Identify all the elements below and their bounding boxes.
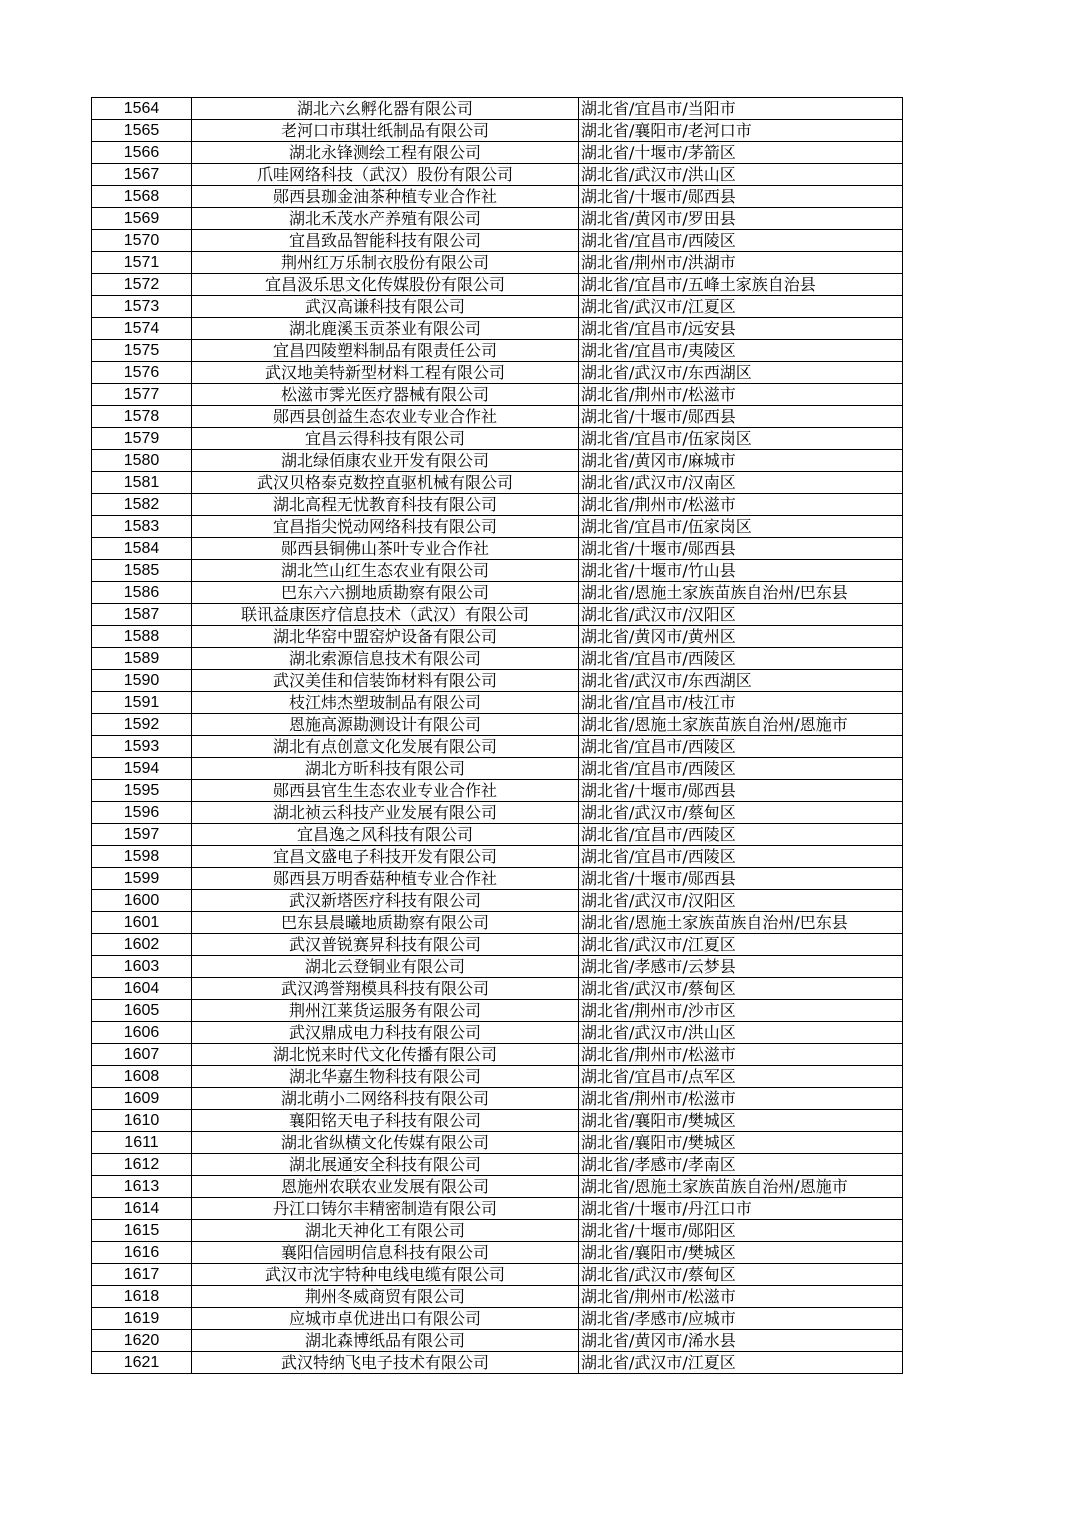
region-cell: 湖北省/宜昌市/西陵区 — [579, 758, 903, 780]
row-number-cell: 1603 — [92, 956, 192, 978]
row-number-cell: 1589 — [92, 648, 192, 670]
table-row — [92, 252, 903, 274]
row-number-cell: 1620 — [92, 1330, 192, 1352]
region-cell: 湖北省/孝感市/云梦县 — [579, 956, 903, 978]
region-cell: 湖北省/宜昌市/枝江市 — [579, 692, 903, 714]
company-name-cell: 武汉鸿誉翔模具科技有限公司 — [192, 978, 579, 1000]
region-cell: 湖北省/孝感市/孝南区 — [579, 1154, 903, 1176]
table-row — [92, 1088, 903, 1110]
region-cell: 湖北省/武汉市/蔡甸区 — [579, 978, 903, 1000]
table-row — [92, 582, 903, 604]
table-row — [92, 538, 903, 560]
region-cell: 湖北省/宜昌市/当阳市 — [579, 98, 903, 120]
row-number-cell: 1585 — [92, 560, 192, 582]
table-row — [92, 340, 903, 362]
table-row — [92, 1022, 903, 1044]
region-cell: 湖北省/黄冈市/黄州区 — [579, 626, 903, 648]
table-row — [92, 934, 903, 956]
company-name-cell: 郧西县创益生态农业专业合作社 — [192, 406, 579, 428]
region-cell: 湖北省/武汉市/江夏区 — [579, 296, 903, 318]
table-row — [92, 802, 903, 824]
row-number-cell: 1616 — [92, 1242, 192, 1264]
region-cell: 湖北省/十堰市/郧西县 — [579, 868, 903, 890]
region-cell: 湖北省/武汉市/蔡甸区 — [579, 1264, 903, 1286]
row-number-cell: 1574 — [92, 318, 192, 340]
table-row — [92, 560, 903, 582]
row-number-cell: 1615 — [92, 1220, 192, 1242]
company-name-cell: 巴东六六捌地质勘察有限公司 — [192, 582, 579, 604]
region-cell: 湖北省/武汉市/洪山区 — [579, 1022, 903, 1044]
region-cell: 湖北省/荆州市/松滋市 — [579, 1088, 903, 1110]
company-name-cell: 恩施州农联农业发展有限公司 — [192, 1176, 579, 1198]
region-cell: 湖北省/黄冈市/罗田县 — [579, 208, 903, 230]
table-row — [92, 692, 903, 714]
company-name-cell: 宜昌汲乐思文化传媒股份有限公司 — [192, 274, 579, 296]
table-row — [92, 516, 903, 538]
region-cell: 湖北省/宜昌市/点军区 — [579, 1066, 903, 1088]
company-name-cell: 湖北高程无忧教育科技有限公司 — [192, 494, 579, 516]
row-number-cell: 1568 — [92, 186, 192, 208]
company-name-cell: 湖北省纵横文化传媒有限公司 — [192, 1132, 579, 1154]
region-cell: 湖北省/武汉市/汉阳区 — [579, 890, 903, 912]
company-name-cell: 湖北祯云科技产业发展有限公司 — [192, 802, 579, 824]
row-number-cell: 1576 — [92, 362, 192, 384]
region-cell: 湖北省/宜昌市/五峰土家族自治县 — [579, 274, 903, 296]
region-cell: 湖北省/十堰市/郧西县 — [579, 538, 903, 560]
region-cell: 湖北省/武汉市/汉南区 — [579, 472, 903, 494]
company-name-cell: 湖北萌小二网络科技有限公司 — [192, 1088, 579, 1110]
region-cell: 湖北省/武汉市/蔡甸区 — [579, 802, 903, 824]
company-name-cell: 巴东县晨曦地质勘察有限公司 — [192, 912, 579, 934]
table-row — [92, 472, 903, 494]
region-cell: 湖北省/荆州市/松滋市 — [579, 384, 903, 406]
region-cell: 湖北省/宜昌市/远安县 — [579, 318, 903, 340]
company-name-cell: 襄阳信园明信息科技有限公司 — [192, 1242, 579, 1264]
region-cell: 湖北省/襄阳市/樊城区 — [579, 1110, 903, 1132]
row-number-cell: 1602 — [92, 934, 192, 956]
table-row — [92, 142, 903, 164]
region-cell: 湖北省/武汉市/洪山区 — [579, 164, 903, 186]
company-name-cell: 应城市卓优进出口有限公司 — [192, 1308, 579, 1330]
company-name-cell: 湖北森博纸品有限公司 — [192, 1330, 579, 1352]
region-cell: 湖北省/宜昌市/西陵区 — [579, 648, 903, 670]
region-cell: 湖北省/十堰市/郧西县 — [579, 406, 903, 428]
table-body — [92, 98, 903, 1374]
company-name-cell: 湖北展通安全科技有限公司 — [192, 1154, 579, 1176]
region-cell: 湖北省/宜昌市/西陵区 — [579, 824, 903, 846]
company-name-cell: 湖北竺山红生态农业有限公司 — [192, 560, 579, 582]
company-name-cell: 宜昌文盛电子科技开发有限公司 — [192, 846, 579, 868]
row-number-cell: 1597 — [92, 824, 192, 846]
company-name-cell: 湖北禾茂水产养殖有限公司 — [192, 208, 579, 230]
row-number-cell: 1621 — [92, 1352, 192, 1374]
region-cell: 湖北省/黄冈市/麻城市 — [579, 450, 903, 472]
region-cell: 湖北省/荆州市/沙市区 — [579, 1000, 903, 1022]
row-number-cell: 1618 — [92, 1286, 192, 1308]
company-name-cell: 武汉美佳和信装饰材料有限公司 — [192, 670, 579, 692]
row-number-cell: 1617 — [92, 1264, 192, 1286]
table-row — [92, 868, 903, 890]
row-number-cell: 1586 — [92, 582, 192, 604]
row-number-cell: 1614 — [92, 1198, 192, 1220]
table-row — [92, 736, 903, 758]
table-row — [92, 1242, 903, 1264]
table-row — [92, 494, 903, 516]
row-number-cell: 1587 — [92, 604, 192, 626]
company-name-cell: 武汉鼎成电力科技有限公司 — [192, 1022, 579, 1044]
table-row — [92, 208, 903, 230]
company-name-cell: 武汉新塔医疗科技有限公司 — [192, 890, 579, 912]
row-number-cell: 1608 — [92, 1066, 192, 1088]
table-row — [92, 1176, 903, 1198]
row-number-cell: 1569 — [92, 208, 192, 230]
table-row — [92, 1220, 903, 1242]
row-number-cell: 1604 — [92, 978, 192, 1000]
table-row — [92, 296, 903, 318]
row-number-cell: 1566 — [92, 142, 192, 164]
region-cell: 湖北省/宜昌市/伍家岗区 — [579, 516, 903, 538]
company-name-cell: 湖北华嘉生物科技有限公司 — [192, 1066, 579, 1088]
row-number-cell: 1579 — [92, 428, 192, 450]
region-cell: 湖北省/孝感市/应城市 — [579, 1308, 903, 1330]
row-number-cell: 1567 — [92, 164, 192, 186]
row-number-cell: 1584 — [92, 538, 192, 560]
row-number-cell: 1594 — [92, 758, 192, 780]
row-number-cell: 1610 — [92, 1110, 192, 1132]
region-cell: 湖北省/宜昌市/伍家岗区 — [579, 428, 903, 450]
region-cell: 湖北省/恩施土家族苗族自治州/恩施市 — [579, 714, 903, 736]
table-row — [92, 714, 903, 736]
row-number-cell: 1580 — [92, 450, 192, 472]
region-cell: 湖北省/襄阳市/樊城区 — [579, 1132, 903, 1154]
row-number-cell: 1593 — [92, 736, 192, 758]
row-number-cell: 1570 — [92, 230, 192, 252]
row-number-cell: 1605 — [92, 1000, 192, 1022]
region-cell: 湖北省/宜昌市/西陵区 — [579, 230, 903, 252]
row-number-cell: 1592 — [92, 714, 192, 736]
table-row — [92, 1154, 903, 1176]
company-name-cell: 联讯益康医疗信息技术（武汉）有限公司 — [192, 604, 579, 626]
company-name-cell: 湖北索源信息技术有限公司 — [192, 648, 579, 670]
company-name-cell: 湖北华窑中盟窑炉设备有限公司 — [192, 626, 579, 648]
table-row — [92, 670, 903, 692]
row-number-cell: 1581 — [92, 472, 192, 494]
table-row — [92, 428, 903, 450]
company-name-cell: 郧西县官生生态农业专业合作社 — [192, 780, 579, 802]
region-cell: 湖北省/黄冈市/浠水县 — [579, 1330, 903, 1352]
region-cell: 湖北省/十堰市/郧西县 — [579, 780, 903, 802]
company-name-cell: 宜昌四陵塑料制品有限责任公司 — [192, 340, 579, 362]
region-cell: 湖北省/十堰市/茅箭区 — [579, 142, 903, 164]
table-row — [92, 406, 903, 428]
company-name-cell: 宜昌逸之风科技有限公司 — [192, 824, 579, 846]
table-row — [92, 758, 903, 780]
table-row — [92, 318, 903, 340]
row-number-cell: 1583 — [92, 516, 192, 538]
company-name-cell: 湖北云登铜业有限公司 — [192, 956, 579, 978]
region-cell: 湖北省/武汉市/东西湖区 — [579, 362, 903, 384]
table-row — [92, 846, 903, 868]
company-name-cell: 丹江口铸尔丰精密制造有限公司 — [192, 1198, 579, 1220]
row-number-cell: 1607 — [92, 1044, 192, 1066]
company-name-cell: 荆州江莱货运服务有限公司 — [192, 1000, 579, 1022]
table-row — [92, 648, 903, 670]
company-name-cell: 武汉市沈宇特种电线电缆有限公司 — [192, 1264, 579, 1286]
company-name-cell: 郧西县万明香菇种植专业合作社 — [192, 868, 579, 890]
row-number-cell: 1582 — [92, 494, 192, 516]
table-row — [92, 1198, 903, 1220]
table-row — [92, 978, 903, 1000]
table-row — [92, 186, 903, 208]
company-registry-table — [91, 97, 903, 1374]
row-number-cell: 1611 — [92, 1132, 192, 1154]
company-name-cell: 荆州红万乐制衣股份有限公司 — [192, 252, 579, 274]
company-name-cell: 郧西县珈金油茶种植专业合作社 — [192, 186, 579, 208]
table-row — [92, 384, 903, 406]
row-number-cell: 1591 — [92, 692, 192, 714]
company-name-cell: 恩施高源勘测设计有限公司 — [192, 714, 579, 736]
table-row — [92, 626, 903, 648]
table-row — [92, 1352, 903, 1374]
region-cell: 湖北省/十堰市/丹江口市 — [579, 1198, 903, 1220]
table-row — [92, 780, 903, 802]
table-row — [92, 1000, 903, 1022]
row-number-cell: 1612 — [92, 1154, 192, 1176]
row-number-cell: 1590 — [92, 670, 192, 692]
row-number-cell: 1573 — [92, 296, 192, 318]
table-row — [92, 230, 903, 252]
region-cell: 湖北省/武汉市/江夏区 — [579, 934, 903, 956]
table-row — [92, 890, 903, 912]
table-row — [92, 824, 903, 846]
company-name-cell: 荆州冬威商贸有限公司 — [192, 1286, 579, 1308]
region-cell: 湖北省/武汉市/汉阳区 — [579, 604, 903, 626]
row-number-cell: 1600 — [92, 890, 192, 912]
region-cell: 湖北省/荆州市/松滋市 — [579, 1286, 903, 1308]
table-row — [92, 912, 903, 934]
row-number-cell: 1595 — [92, 780, 192, 802]
row-number-cell: 1565 — [92, 120, 192, 142]
company-name-cell: 湖北鹿溪玉贡茶业有限公司 — [192, 318, 579, 340]
region-cell: 湖北省/襄阳市/老河口市 — [579, 120, 903, 142]
row-number-cell: 1601 — [92, 912, 192, 934]
region-cell: 湖北省/恩施土家族苗族自治州/巴东县 — [579, 912, 903, 934]
row-number-cell: 1606 — [92, 1022, 192, 1044]
table-row — [92, 956, 903, 978]
table-row — [92, 120, 903, 142]
table-row — [92, 1132, 903, 1154]
company-name-cell: 爪哇网络科技（武汉）股份有限公司 — [192, 164, 579, 186]
region-cell: 湖北省/恩施土家族苗族自治州/巴东县 — [579, 582, 903, 604]
table-row — [92, 1286, 903, 1308]
region-cell: 湖北省/宜昌市/西陵区 — [579, 846, 903, 868]
row-number-cell: 1575 — [92, 340, 192, 362]
table-row — [92, 274, 903, 296]
company-name-cell: 武汉特纳飞电子技术有限公司 — [192, 1352, 579, 1374]
region-cell: 湖北省/十堰市/郧西县 — [579, 186, 903, 208]
company-name-cell: 湖北永锋测绘工程有限公司 — [192, 142, 579, 164]
row-number-cell: 1578 — [92, 406, 192, 428]
table-row — [92, 1308, 903, 1330]
table-row — [92, 604, 903, 626]
row-number-cell: 1609 — [92, 1088, 192, 1110]
row-number-cell: 1572 — [92, 274, 192, 296]
row-number-cell: 1598 — [92, 846, 192, 868]
company-name-cell: 襄阳铭天电子科技有限公司 — [192, 1110, 579, 1132]
row-number-cell: 1619 — [92, 1308, 192, 1330]
region-cell: 湖北省/荆州市/洪湖市 — [579, 252, 903, 274]
row-number-cell: 1596 — [92, 802, 192, 824]
table-row — [92, 164, 903, 186]
region-cell: 湖北省/宜昌市/夷陵区 — [579, 340, 903, 362]
table-row — [92, 1110, 903, 1132]
company-name-cell: 湖北绿佰康农业开发有限公司 — [192, 450, 579, 472]
region-cell: 湖北省/荆州市/松滋市 — [579, 1044, 903, 1066]
row-number-cell: 1571 — [92, 252, 192, 274]
table-row — [92, 1044, 903, 1066]
region-cell: 湖北省/襄阳市/樊城区 — [579, 1242, 903, 1264]
region-cell: 湖北省/十堰市/郧阳区 — [579, 1220, 903, 1242]
company-name-cell: 宜昌致品智能科技有限公司 — [192, 230, 579, 252]
company-name-cell: 松滋市霁光医疗器械有限公司 — [192, 384, 579, 406]
company-name-cell: 湖北天神化工有限公司 — [192, 1220, 579, 1242]
region-cell: 湖北省/宜昌市/西陵区 — [579, 736, 903, 758]
region-cell: 湖北省/荆州市/松滋市 — [579, 494, 903, 516]
table-row — [92, 98, 903, 120]
company-name-cell: 枝江炜杰塑玻制品有限公司 — [192, 692, 579, 714]
table-row — [92, 1066, 903, 1088]
company-name-cell: 湖北六幺孵化器有限公司 — [192, 98, 579, 120]
company-name-cell: 武汉地美特新型材料工程有限公司 — [192, 362, 579, 384]
row-number-cell: 1599 — [92, 868, 192, 890]
company-name-cell: 湖北悦来时代文化传播有限公司 — [192, 1044, 579, 1066]
company-name-cell: 湖北有点创意文化发展有限公司 — [192, 736, 579, 758]
company-name-cell: 武汉普锐赛昇科技有限公司 — [192, 934, 579, 956]
company-name-cell: 湖北方昕科技有限公司 — [192, 758, 579, 780]
row-number-cell: 1588 — [92, 626, 192, 648]
row-number-cell: 1564 — [92, 98, 192, 120]
table-row — [92, 362, 903, 384]
company-name-cell: 宜昌指尖悦动网络科技有限公司 — [192, 516, 579, 538]
region-cell: 湖北省/十堰市/竹山县 — [579, 560, 903, 582]
table-row — [92, 450, 903, 472]
table-row — [92, 1264, 903, 1286]
company-name-cell: 武汉贝格泰克数控直驱机械有限公司 — [192, 472, 579, 494]
company-name-cell: 郧西县铜佛山茶叶专业合作社 — [192, 538, 579, 560]
row-number-cell: 1577 — [92, 384, 192, 406]
region-cell: 湖北省/武汉市/江夏区 — [579, 1352, 903, 1374]
row-number-cell: 1613 — [92, 1176, 192, 1198]
company-name-cell: 老河口市琪壮纸制品有限公司 — [192, 120, 579, 142]
region-cell: 湖北省/武汉市/东西湖区 — [579, 670, 903, 692]
company-name-cell: 宜昌云得科技有限公司 — [192, 428, 579, 450]
company-name-cell: 武汉高谦科技有限公司 — [192, 296, 579, 318]
table-row — [92, 1330, 903, 1352]
region-cell: 湖北省/恩施土家族苗族自治州/恩施市 — [579, 1176, 903, 1198]
